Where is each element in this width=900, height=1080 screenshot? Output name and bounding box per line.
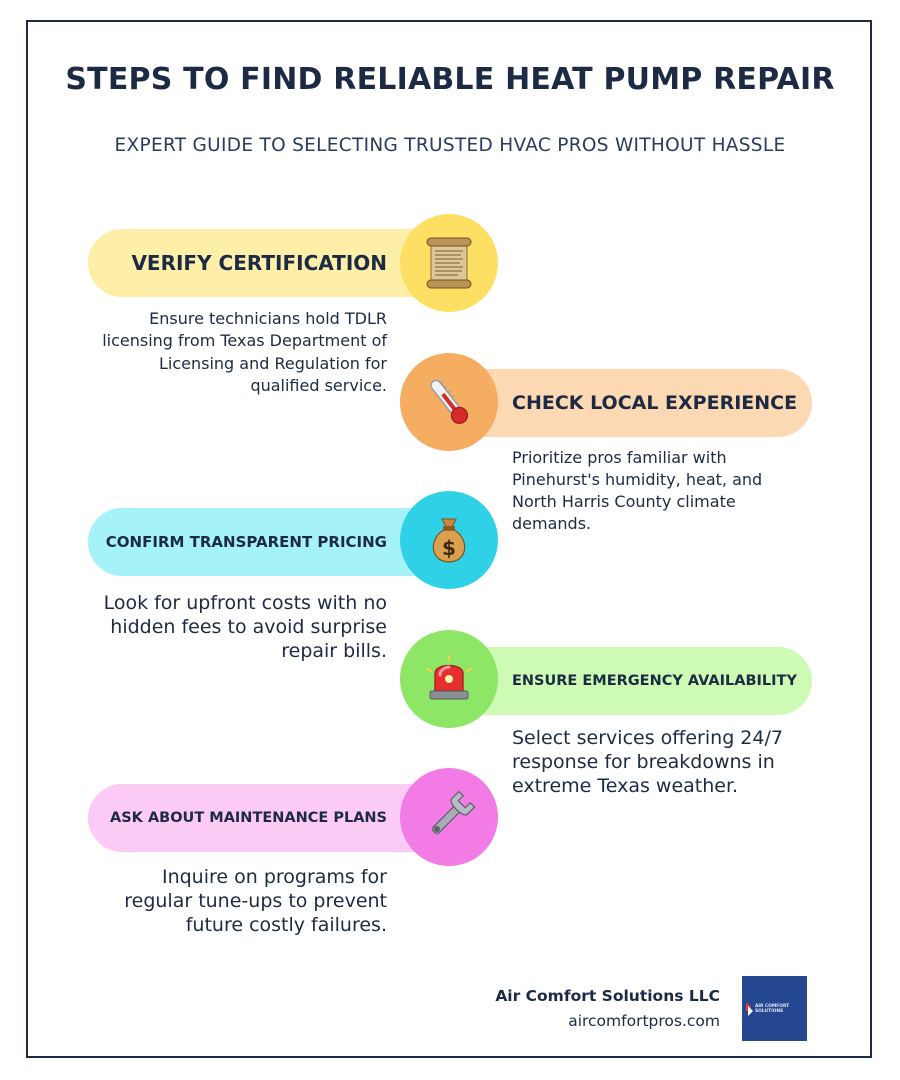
step-2-icon-circle: [400, 353, 498, 451]
step-1-pill: [88, 229, 448, 297]
step-3-pill: [88, 508, 448, 576]
step-3-description: Look for upfront costs with no hidden fees to avoid surprise repair bills.: [103, 592, 387, 662]
siren-icon: [421, 651, 477, 707]
money-bag-icon: [422, 513, 476, 567]
svg-text:$: $: [442, 536, 456, 560]
step-5-label: ASK ABOUT MAINTENANCE PLANS: [110, 810, 387, 826]
page-subtitle: EXPERT GUIDE TO SELECTING TRUSTED HVAC PROS WITHOUT HASSLE: [114, 135, 786, 156]
step-4-pill: [450, 647, 812, 715]
logo-text: AIR COMFORT SOLUTIONS: [755, 1004, 790, 1015]
step-2-label: CHECK LOCAL EXPERIENCE: [512, 392, 798, 414]
step-4-icon-circle: [400, 630, 498, 728]
step-1-icon-circle: [400, 214, 498, 312]
step-4-label: ENSURE EMERGENCY AVAILABILITY: [512, 673, 797, 689]
step-3-icon-circle: [400, 491, 498, 589]
step-5-pill: [88, 784, 448, 852]
page-title: STEPS TO FIND RELIABLE HEAT PUMP REPAIR: [65, 62, 835, 97]
step-3-label: CONFIRM TRANSPARENT PRICING: [105, 533, 387, 551]
step-5-description: Inquire on programs for regular tune-ups to prevent future costly failures.: [124, 866, 387, 936]
scroll-icon: [420, 234, 478, 292]
step-2-pill: [450, 369, 812, 437]
step-5-icon-circle: [400, 768, 498, 866]
footer-company-name: Air Comfort Solutions LLC: [495, 987, 720, 1005]
step-1-label: VERIFY CERTIFICATION: [131, 251, 387, 275]
company-logo: [742, 976, 807, 1041]
step-1-description: Ensure technicians hold TDLR licensing from Texas Department of Licensing and Regulation for qualified service.: [102, 309, 387, 396]
wrench-icon: [420, 788, 478, 846]
footer-website-link[interactable]: aircomfortpros.com: [568, 1012, 720, 1030]
step-2-description: Prioritize pros familiar with Pinehurst's humidity, heat, and North Harris County climate demands.: [512, 448, 763, 534]
thermometer-icon: [419, 372, 479, 432]
step-4-description: Select services offering 24/7 response for breakdowns in extreme Texas weather.: [512, 727, 783, 797]
